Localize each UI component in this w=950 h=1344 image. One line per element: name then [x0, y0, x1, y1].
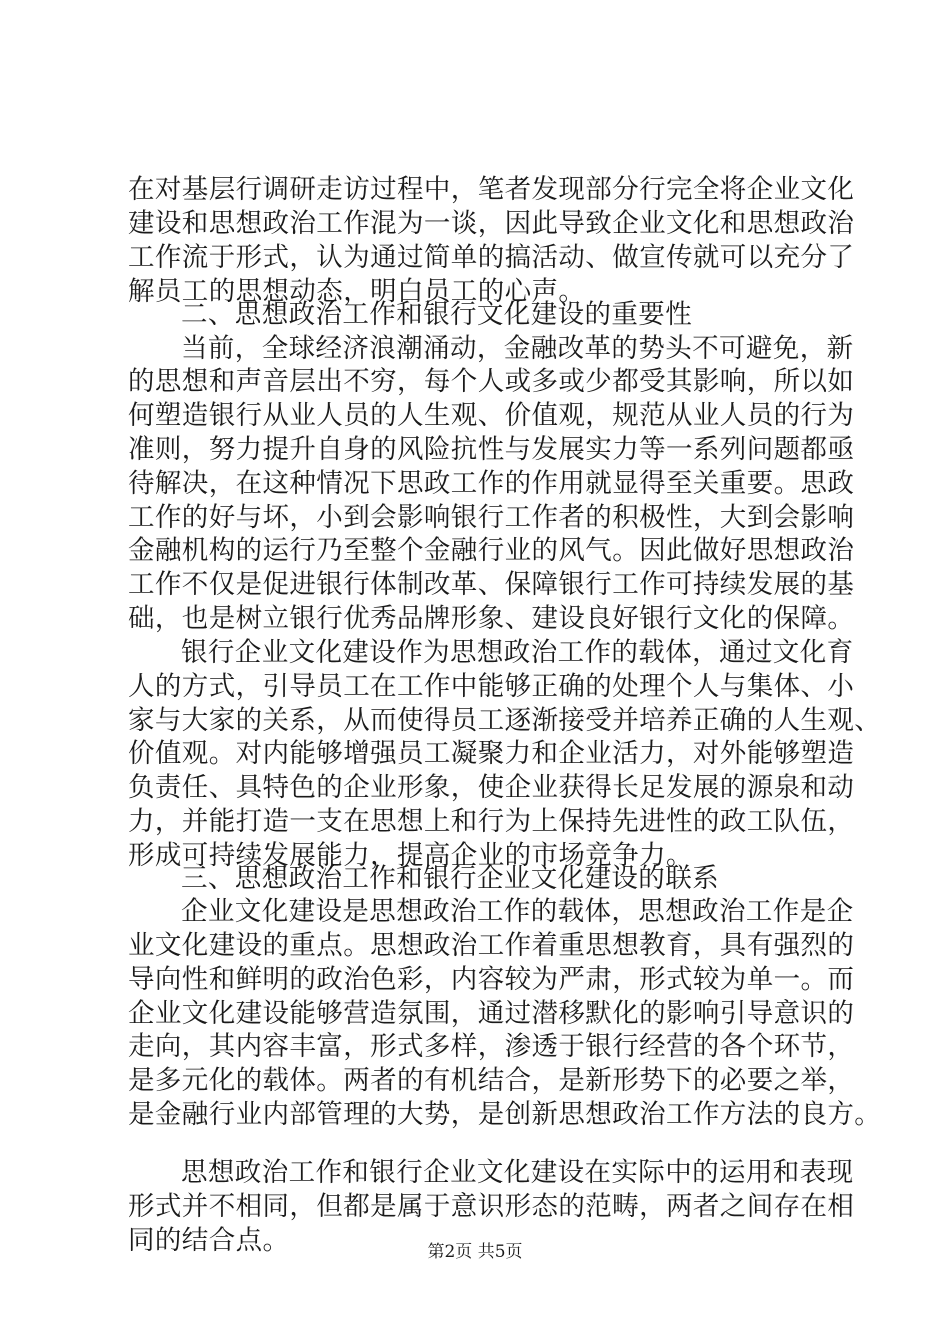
text-line: 是金融行业内部管理的大势，是创新思想政治工作方法的良方。 — [128, 1099, 882, 1130]
text-line: 人的方式，引导员工在工作中能够正确的处理个人与集体、小 — [128, 671, 855, 702]
text-line: 走向，其内容丰富，形式多样，渗透于银行经营的各个环节， — [128, 1031, 855, 1062]
text-line: 工作的好与坏，小到会影响银行工作者的积极性，大到会影响 — [128, 502, 855, 533]
text-line: 金融机构的运行乃至整个金融行业的风气。因此做好思想政治 — [128, 535, 855, 566]
text-line: 何塑造银行从业人员的人生观、价值观，规范从业人员的行为 — [128, 400, 855, 431]
text-line: 形成可持续发展能力，提高企业的市场竞争力。 — [128, 840, 693, 871]
text-line: 企业文化建设是思想政治工作的载体，思想政治工作是企 — [181, 896, 854, 927]
text-line: 建设和思想政治工作混为一谈，因此导致企业文化和思想政治 — [128, 208, 855, 239]
text-line: 导向性和鲜明的政治色彩，内容较为严肃，形式较为单一。而 — [128, 964, 855, 995]
text-line: 同的结合点。 — [128, 1225, 290, 1256]
page-number-footer: 第2页 共5页 — [427, 1242, 523, 1262]
text-line: 价值观。对内能够增强员工凝聚力和企业活力，对外能够塑造 — [128, 738, 855, 769]
text-line: 工作流于形式，认为通过简单的搞活动、做宣传就可以充分了 — [128, 242, 855, 273]
text-line: 工作不仅是促进银行体制改革、保障银行工作可持续发展的基 — [128, 569, 855, 600]
text-line: 是多元化的载体。两者的有机结合，是新形势下的必要之举， — [128, 1065, 855, 1096]
text-line: 力，并能打造一支在思想上和行为上保持先进性的政工队伍， — [128, 806, 855, 837]
text-line: 础，也是树立银行优秀品牌形象、建设良好银行文化的保障。 — [128, 603, 855, 634]
text-line: 解员工的思想动态，明白员工的心声。 — [128, 276, 586, 307]
text-line: 当前，全球经济浪潮涌动，金融改革的势头不可避免，新 — [181, 333, 854, 364]
text-line: 思想政治工作和银行企业文化建设在实际中的运用和表现 — [181, 1157, 854, 1188]
text-line: 银行企业文化建设作为思想政治工作的载体，通过文化育 — [181, 637, 854, 668]
text-line: 在对基层行调研走访过程中，笔者发现部分行完全将企业文化 — [128, 174, 855, 205]
section-heading: 二、思想政治工作和银行文化建设的重要性 — [181, 299, 693, 330]
text-line: 待解决，在这种情况下思政工作的作用就显得至关重要。思政 — [128, 468, 855, 499]
text-line: 企业文化建设能够营造氛围，通过潜移默化的影响引导意识的 — [128, 998, 855, 1029]
text-line: 的思想和声音层出不穷，每个人或多或少都受其影响，所以如 — [128, 366, 855, 397]
text-line: 准则，努力提升自身的风险抗性与发展实力等一系列问题都亟 — [128, 434, 855, 465]
text-line: 业文化建设的重点。思想政治工作着重思想教育，具有强烈的 — [128, 930, 855, 961]
section-heading: 三、思想政治工作和银行企业文化建设的联系 — [181, 863, 719, 894]
text-line: 形式并不相同，但都是属于意识形态的范畴，两者之间存在相 — [128, 1191, 855, 1222]
text-line: 负责任、具特色的企业形象，使企业获得长足发展的源泉和动 — [128, 772, 855, 803]
text-line: 家与大家的关系，从而使得员工逐渐接受并培养正确的人生观、 — [128, 705, 882, 736]
